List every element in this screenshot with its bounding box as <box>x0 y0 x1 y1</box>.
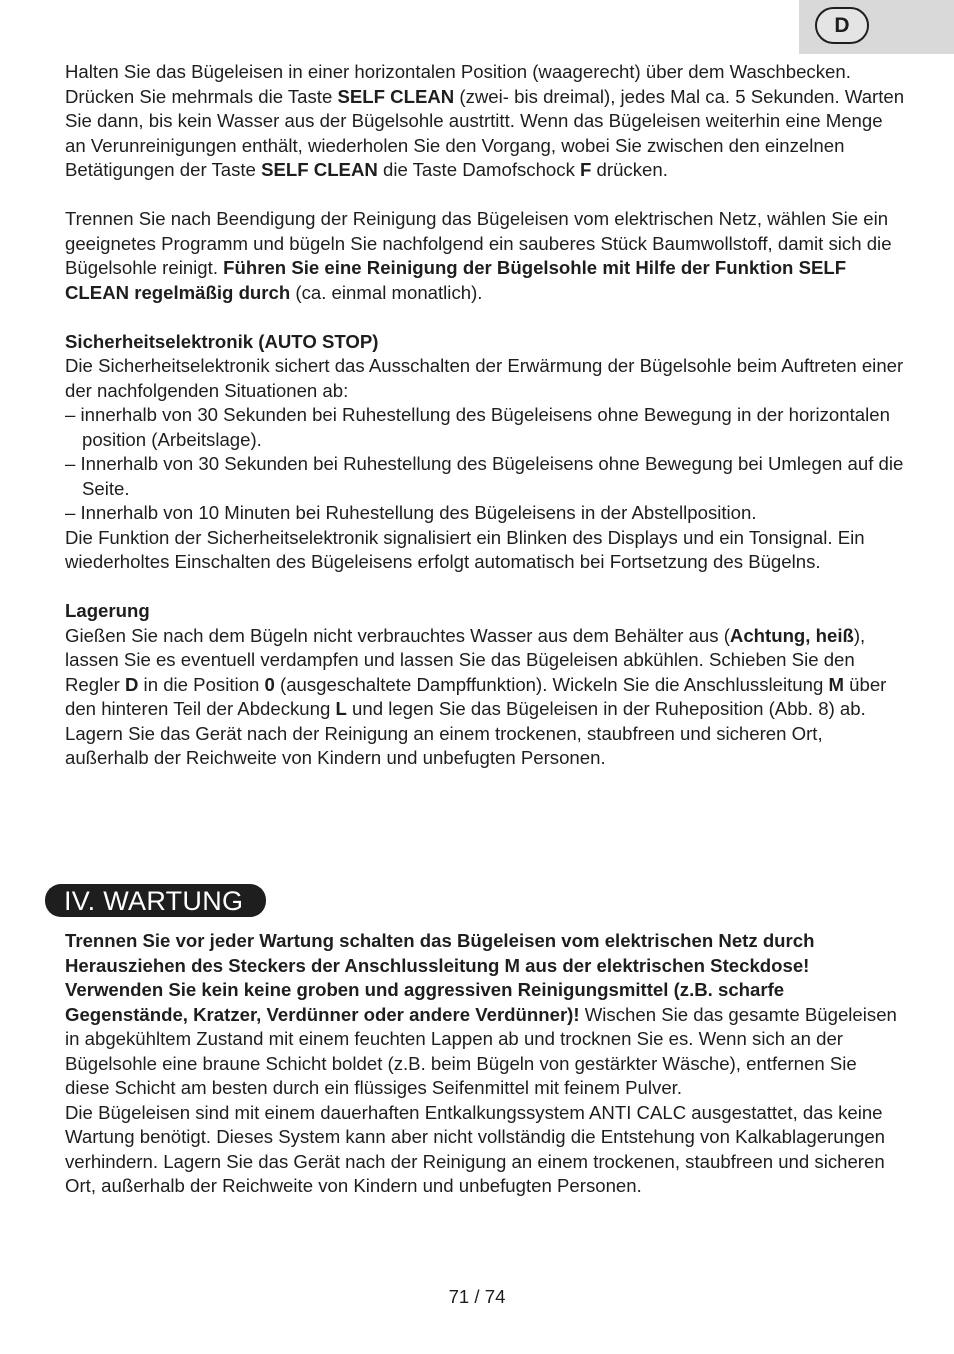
auto-stop-intro: Die Sicherheitselektronik sichert das Ausschalten der Erwärmung der Bügelsohle beim Auftreten einer der nachfolgenden Situationen ab: <box>65 355 904 401</box>
paragraph-wartung: Trennen Sie vor jeder Wartung schalten das Bügeleisen vom elektrischen Netz durch Herausziehen des Steckers der Anschlussleitung M aus der elektrischen Steckdose! Verwenden Sie kein keine groben und aggressiven Reinigungsmittel (z.B. scharfe Gegenstände, Kratzer, Verdünner oder andere Verdünner)! Wischen Sie das gesamte Bügeleisen in abgekühltem Zustand mit einem feuchten Lappen ab und trocknen Sie es. Wenn sich an der Bügelsohle eine braune Schicht boldet (z.B. beim Bügeln von gestärkter Wäsche), entfernen Sie diese Schicht am besten durch ein flüssiges Seifenmittel mit feinem Pulver. <box>65 930 897 1098</box>
paragraph-anti-calc: Die Bügeleisen sind mit einem dauerhaften Entkalkungssystem ANTI CALC ausgestattet, das keine Wartung benötigt. Dieses System kann aber nicht vollständig die Entstehung von Kalkablagerungen verhindern. Lagern Sie das Gerät nach der Reinigung an einem trockenen, staubfreen und sicheren Ort, außerhalb der Reichweite von Kindern und unbefugten Personen. <box>65 1101 886 1196</box>
page-number: 71 / 74 <box>448 1286 506 1307</box>
heading-lagerung: Lagerung <box>65 600 150 621</box>
language-badge: D <box>815 7 869 44</box>
paragraph-self-clean: Halten Sie das Bügeleisen in einer horizontalen Position (waagerecht) über dem Waschbecken. Drücken Sie mehrmals die Taste SELF CLEAN (zwei- bis dreimal), jedes Mal ca. 5 Sekunden. Warten Sie dann, bis kein Wasser aus der Bügelsohle austrtitt. Wenn das Bügeleisen weiterhin eine Menge an Verunreinigungen enthält, wiederholen Sie den Vorgang, wobei Sie zwischen den einzelnen Betätigungen der Taste SELF CLEAN die Taste Damofschock F drücken. <box>65 61 905 180</box>
list-item: – innerhalb von 30 Sekunden bei Ruhestellung des Bügeleisens ohne Bewegung in der horizontalen position (Arbeitslage). <box>65 404 890 450</box>
auto-stop-outro: Die Funktion der Sicherheitselektronik signalisiert ein Blinken des Displays und ein Tonsignal. Ein wiederholtes Einschalten des Bügeleisens erfolgt automatisch bei Fortsetzung des Bügelns. <box>65 526 865 572</box>
language-tab <box>799 0 954 54</box>
main-text <box>65 60 905 771</box>
list-item: – Innerhalb von 10 Minuten bei Ruhestellung des Bügeleisens in der Abstellposition. <box>65 502 757 523</box>
wartung-text <box>65 929 905 1199</box>
paragraph-cleaning: Trennen Sie nach Beendigung der Reinigung das Bügeleisen vom elektrischen Netz, wählen Sie ein geeignetes Programm und bügeln Sie nachfolgend ein sauberes Stück Baumwollstoff, damit sich die Bügelsohle reinigt. Führen Sie eine Reinigung der Bügelsohle mit Hilfe der Funktion SELF CLEAN regelmäßig durch (ca. einmal monatlich). <box>65 208 892 303</box>
paragraph-lagerung: Gießen Sie nach dem Bügeln nicht verbrauchtes Wasser aus dem Behälter aus (Achtung, heiß), lassen Sie es eventuell verdampfen und lassen Sie das Bügeleisen abkühlen. Schieben Sie den Regler D in die Position 0 (ausgeschaltete Dampffunktion). Wickeln Sie die Anschlussleitung M über den hinteren Teil der Abdeckung L und legen Sie das Bügeleisen in der Ruheposition (Abb. 8) ab. Lagern Sie das Gerät nach der Reinigung an einem trockenen, staubfreen und sicheren Ort, außerhalb der Reichweite von Kindern und unbefugten Personen. <box>65 624 887 768</box>
heading-auto-stop: Sicherheitselektronik (AUTO STOP) <box>65 330 379 352</box>
list-item: – Innerhalb von 30 Sekunden bei Ruhestellung des Bügeleisens ohne Bewegung bei Umlegen auf die Seite. <box>65 453 904 499</box>
section-title-wartung: IV. WARTUNG <box>45 884 266 917</box>
